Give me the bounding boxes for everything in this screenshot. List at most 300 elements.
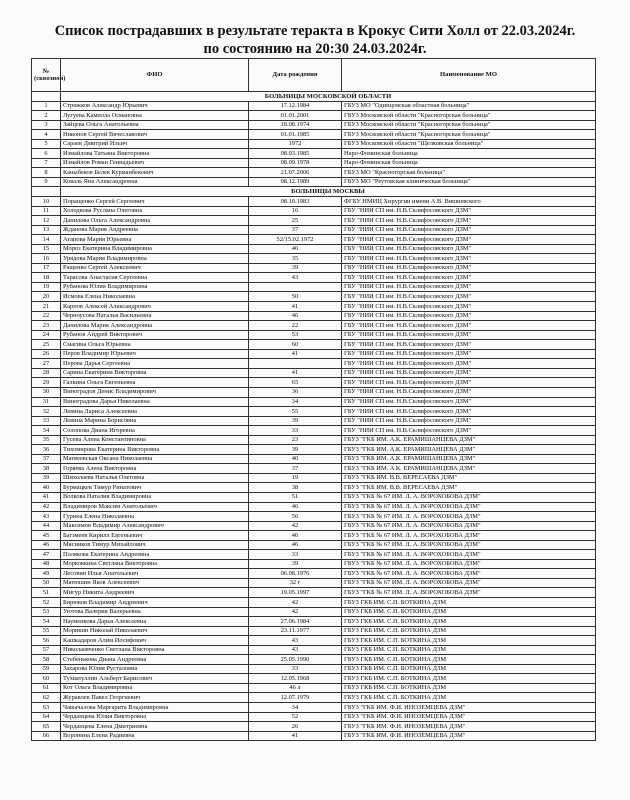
section-header-row	[32, 92, 596, 102]
row-dob: 37	[249, 464, 342, 474]
row-dob: 35	[249, 254, 342, 264]
row-name: Ращенко Сергей Алексеевич	[61, 263, 249, 273]
row-name: Морикин Николай Николаевич	[61, 626, 249, 636]
row-name: Багзмеев Кирилл Евгеньевич	[61, 531, 249, 541]
row-number: 22	[32, 311, 61, 321]
table-row	[32, 340, 596, 350]
row-name: Шихолаева Наталья Олеговна	[61, 473, 249, 483]
row-mo: ГБУЗ "ГКБ ИМ. А.К. ЕРАМИШАНЦЕВА ДЗМ"	[342, 435, 596, 445]
row-mo: ГБУЗ "ГКБ № 67 ИМ. Л. А. ВОРОХОБОВА ДЗМ"	[342, 569, 596, 579]
row-dob: 39	[249, 559, 342, 569]
table-header-row	[32, 59, 596, 92]
row-name: Холодкова Руслана Олеговна	[61, 206, 249, 216]
row-mo: ГБУ "НИИ СП им. Н.В.Склифосовского ДЗМ"	[342, 235, 596, 245]
row-name: Мороз Екатерина Владимировна	[61, 244, 249, 254]
row-mo: ГБУЗ ГКБ ИМ. С.П. БОТКИНА ДЗМ	[342, 597, 596, 607]
table-row	[32, 578, 596, 588]
row-mo: ГБУ "НИИ СП им. Н.В.Склифосовского ДЗМ"	[342, 292, 596, 302]
row-dob: 39	[249, 445, 342, 455]
row-mo: ГБУЗ ГКБ ИМ. С.П. БОТКИНА ДЗМ	[342, 607, 596, 617]
row-dob: 42	[249, 597, 342, 607]
section-title: БОЛЬНИЦЫ МОСКОВСКОЙ ОБЛАСТИ	[61, 92, 596, 102]
section-header-row	[32, 187, 596, 197]
row-mo: ГБУЗ "ГКБ ИМ. Ф.И. ИНОЗЕМЦЕВА ДЗМ"	[342, 712, 596, 722]
row-number: 15	[32, 244, 61, 254]
row-name: Солопова Диана Игоревна	[61, 426, 249, 436]
table-row	[32, 101, 596, 111]
row-name: Кашкадаров Алим Иосифович	[61, 636, 249, 646]
row-name: Коваль Яна Александровна	[61, 177, 249, 187]
row-dob: 25.05.1990	[249, 655, 342, 665]
row-name: Черноусова Наталья Васильевна	[61, 311, 249, 321]
row-dob: 19	[249, 473, 342, 483]
row-mo: ГБУ "НИИ СП им. Н.В.Склифосовского ДЗМ"	[342, 368, 596, 378]
row-mo: ГБУ "НИИ СП им. Н.В.Склифосовского ДЗМ"	[342, 407, 596, 417]
table-row	[32, 254, 596, 264]
table-row	[32, 158, 596, 168]
row-dob: 50	[249, 292, 342, 302]
row-dob: 23.11.1977	[249, 626, 342, 636]
row-dob: 32 г	[249, 578, 342, 588]
row-mo: ГБУЗ ГКБ ИМ. С.П. БОТКИНА ДЗМ	[342, 693, 596, 703]
table-row	[32, 349, 596, 359]
row-name: Данилова Мария Александровна	[61, 321, 249, 331]
row-name: Чавычалова Маргарита Владимировна	[61, 703, 249, 713]
table-row	[32, 492, 596, 502]
row-name: Бирюков Владимир Андреевич	[61, 597, 249, 607]
row-name: Виноградов Денис Владимирович	[61, 387, 249, 397]
row-mo: ГБУ "НИИ СП им. Н.В.Склифосовского ДЗМ"	[342, 349, 596, 359]
table-row	[32, 416, 596, 426]
row-name: Владимиров Максим Анатольевич	[61, 502, 249, 512]
row-name: Полякова Екатерина Андреевна	[61, 550, 249, 560]
row-mo: ГБУ "НИИ СП им. Н.В.Склифосовского ДЗМ"	[342, 378, 596, 388]
row-number: 8	[32, 168, 61, 178]
row-dob: 18.08.1974	[249, 120, 342, 130]
row-number: 33	[32, 416, 61, 426]
table-row	[32, 607, 596, 617]
section-title: БОЛЬНИЦЫ МОСКВЫ	[61, 187, 596, 197]
row-mo: ГБУЗ "ГКБ ИМ. А.К. ЕРАМИШАНЦЕВА ДЗМ"	[342, 464, 596, 474]
row-name: Рубанова Юлия Владимировна	[61, 282, 249, 292]
row-name: Морковкина Светлана Викторовна	[61, 559, 249, 569]
row-dob: 33	[249, 664, 342, 674]
row-number: 63	[32, 703, 61, 713]
table-row	[32, 359, 596, 369]
row-name: Рубанов Андрей Викторович	[61, 330, 249, 340]
row-dob: 21.07.2006	[249, 168, 342, 178]
row-mo: ГБУ "НИИ СП им. Н.В.Склифосовского ДЗМ"	[342, 330, 596, 340]
row-number: 13	[32, 225, 61, 235]
row-number: 1	[32, 101, 61, 111]
row-number: 50	[32, 578, 61, 588]
row-name: Волкова Наталия Владимировна	[61, 492, 249, 502]
table-row	[32, 206, 596, 216]
row-dob: 42	[249, 607, 342, 617]
row-dob: 34	[249, 703, 342, 713]
row-name: Черданцева Елена Дмитриевна	[61, 722, 249, 732]
row-mo: ГБУ "НИИ СП им. Н.В.Склифосовского ДЗМ"	[342, 225, 596, 235]
header-num: № (сквозной)	[32, 59, 61, 92]
row-dob: 41	[249, 731, 342, 741]
table-row	[32, 168, 596, 178]
row-number: 31	[32, 397, 61, 407]
row-mo: ГБУЗ ГКБ ИМ. С.П. БОТКИНА ДЗМ	[342, 617, 596, 627]
row-dob: 16	[249, 206, 342, 216]
table-row	[32, 197, 596, 207]
row-mo: ГБУЗ "ГКБ № 67 ИМ. Л. А. ВОРОХОБОВА ДЗМ"	[342, 540, 596, 550]
row-mo: ГБУЗ "ГКБ ИМ. А.К. ЕРАМИШАНЦЕВА ДЗМ"	[342, 454, 596, 464]
row-dob: 19.05.1997	[249, 588, 342, 598]
table-row	[32, 674, 596, 684]
table-row	[32, 645, 596, 655]
row-dob: 53	[249, 330, 342, 340]
row-number: 51	[32, 588, 61, 598]
row-name: Гусева Алена Константиновна	[61, 435, 249, 445]
row-mo: ГБУ "НИИ СП им. Н.В.Склифосовского ДЗМ"	[342, 311, 596, 321]
row-name: Лесовин Илья Анатольевич	[61, 569, 249, 579]
row-dob: 17.12.1984	[249, 101, 342, 111]
row-mo: ГБУЗ ГКБ ИМ. С.П. БОТКИНА ДЗМ	[342, 664, 596, 674]
row-name: Стрижков Александр Юрьевич	[61, 101, 249, 111]
row-dob: 43	[249, 645, 342, 655]
table-row	[32, 521, 596, 531]
row-number: 48	[32, 559, 61, 569]
row-mo: ФГБУ НМИЦ Хирургии имени А.В. Вишневского	[342, 197, 596, 207]
row-name: Никонов Сергей Вячеславович	[61, 130, 249, 140]
row-dob: 12.07.1979	[249, 693, 342, 703]
row-dob: 46	[249, 311, 342, 321]
table-row	[32, 588, 596, 598]
row-name: Левина Лариса Алексеевна	[61, 407, 249, 417]
row-mo: ГБУЗ ГКБ ИМ. С.П. БОТКИНА ДЗМ	[342, 683, 596, 693]
row-name: Сараев Дмитрий Ильич	[61, 139, 249, 149]
row-name: Журавлев Павел Георгиевич	[61, 693, 249, 703]
row-mo: ГБУЗ "ГКБ № 67 ИМ. Л. А. ВОРОХОБОВА ДЗМ"	[342, 502, 596, 512]
row-name: Каныбеков Белек Курманбекович	[61, 168, 249, 178]
row-number: 39	[32, 473, 61, 483]
row-dob: 22	[249, 321, 342, 331]
row-dob: 55	[249, 407, 342, 417]
row-name: Матюшин Яков Алексеевич	[61, 578, 249, 588]
row-mo: ГБУЗ МО "Одинцовская областная больница"	[342, 101, 596, 111]
row-mo: ГБУЗ ГКБ ИМ. С.П. БОТКИНА ДЗМ	[342, 655, 596, 665]
row-mo: ГБУ "НИИ СП им. Н.В.Склифосовского ДЗМ"	[342, 416, 596, 426]
row-dob: 42	[249, 521, 342, 531]
document-title	[0, 22, 630, 58]
row-mo: ГБУЗ Московской области "Щелковская больница"	[342, 139, 596, 149]
row-dob	[249, 359, 342, 369]
row-number: 26	[32, 349, 61, 359]
row-dob: 33	[249, 550, 342, 560]
row-dob: 46	[249, 540, 342, 550]
row-number: 37	[32, 454, 61, 464]
row-name: Сарина Екатерина Викторовна	[61, 368, 249, 378]
title-line-2: по состоянию на 20:30 24.03.2024г.	[203, 41, 427, 57]
row-name: Николаевченко Светлана Викторовна	[61, 645, 249, 655]
row-dob: 06.08.1976	[249, 569, 342, 579]
table-row	[32, 731, 596, 741]
row-mo: Наро-Фоминская больница	[342, 158, 596, 168]
row-name: Науменкова Дарья Алексеевна	[61, 617, 249, 627]
table-row	[32, 464, 596, 474]
table-row	[32, 282, 596, 292]
row-number: 49	[32, 569, 61, 579]
table-row	[32, 225, 596, 235]
row-dob: 43	[249, 273, 342, 283]
row-mo: ГБУ "НИИ СП им. Н.В.Склифосовского ДЗМ"	[342, 359, 596, 369]
row-number: 2	[32, 111, 61, 121]
row-number: 43	[32, 512, 61, 522]
row-mo: ГБУЗ "ГКБ ИМ. В.В. ВЕРЕСАЕВА ДЗМ"	[342, 483, 596, 493]
row-name: Черданцева Юлия Викторовна	[61, 712, 249, 722]
table-row	[32, 502, 596, 512]
table-row	[32, 569, 596, 579]
row-number: 38	[32, 464, 61, 474]
table-row	[32, 531, 596, 541]
row-mo: ГБУЗ "ГКБ № 67 ИМ. Л. А. ВОРОХОБОВА ДЗМ"	[342, 550, 596, 560]
row-dob: 12.05.1968	[249, 674, 342, 684]
row-number: 21	[32, 302, 61, 312]
table-row	[32, 149, 596, 159]
row-name: Поращенко Сергей Сергеевич	[61, 197, 249, 207]
row-mo: ГБУ "НИИ СП им. Н.В.Склифосовского ДЗМ"	[342, 302, 596, 312]
title-line-1: Список пострадавших в результате теракта в Крокус Сити Холл от 22.03.2024г.	[54, 23, 576, 39]
table-row	[32, 302, 596, 312]
row-name: Захарова Юлия Русталовна	[61, 664, 249, 674]
table-row	[32, 597, 596, 607]
row-number: 60	[32, 674, 61, 684]
row-mo: ГБУ "НИИ СП им. Н.В.Склифосовского ДЗМ"	[342, 282, 596, 292]
row-dob: 52	[249, 712, 342, 722]
table-row	[32, 263, 596, 273]
row-number: 42	[32, 502, 61, 512]
row-dob: 08.12.1989	[249, 177, 342, 187]
row-number: 3	[32, 120, 61, 130]
row-mo: ГБУЗ "ГКБ № 67 ИМ. Л. А. ВОРОХОБОВА ДЗМ"	[342, 559, 596, 569]
row-number: 64	[32, 712, 61, 722]
row-dob: 41	[249, 349, 342, 359]
row-number: 11	[32, 206, 61, 216]
table-row	[32, 177, 596, 187]
row-dob: 25	[249, 216, 342, 226]
row-number: 41	[32, 492, 61, 502]
row-mo: ГБУ "НИИ СП им. Н.В.Склифосовского ДЗМ"	[342, 340, 596, 350]
row-name: Гурина Елена Николаевна	[61, 512, 249, 522]
row-dob: 46	[249, 502, 342, 512]
row-number: 30	[32, 387, 61, 397]
row-number: 34	[32, 426, 61, 436]
row-number: 17	[32, 263, 61, 273]
row-name: Измайлова Татьяна Викторовна	[61, 149, 249, 159]
row-number: 46	[32, 540, 61, 550]
table-row	[32, 550, 596, 560]
table-row	[32, 311, 596, 321]
row-mo: ГБУЗ "ГКБ ИМ. В.В. ВЕРЕСАЕВА ДЗМ"	[342, 473, 596, 483]
row-number: 59	[32, 664, 61, 674]
row-name: Данилова Ольга Александровна	[61, 216, 249, 226]
row-mo: ГБУЗ "ГКБ № 67 ИМ. Л. А. ВОРОХОБОВА ДЗМ"	[342, 531, 596, 541]
header-name: ФИО	[61, 59, 249, 92]
row-dob: 65	[249, 378, 342, 388]
row-mo: ГБУ "НИИ СП им. Н.В.Склифосовского ДЗМ"	[342, 273, 596, 283]
row-number: 40	[32, 483, 61, 493]
row-dob: 37	[249, 225, 342, 235]
table-row	[32, 693, 596, 703]
section-spacer	[32, 187, 61, 197]
row-name: Тухватуллин Альберт Барисович	[61, 674, 249, 684]
row-mo: ГБУ "НИИ СП им. Н.В.Склифосовского ДЗМ"	[342, 397, 596, 407]
row-mo: ГБУ "НИИ СП им. Н.В.Склифосовского ДЗМ"	[342, 263, 596, 273]
row-number: 47	[32, 550, 61, 560]
row-dob: 27.06.1984	[249, 617, 342, 627]
row-number: 19	[32, 282, 61, 292]
table-row	[32, 130, 596, 140]
table-row	[32, 368, 596, 378]
row-number: 27	[32, 359, 61, 369]
victims-table	[31, 58, 596, 741]
row-number: 28	[32, 368, 61, 378]
row-name: Виноградова Дарья Николаевна	[61, 397, 249, 407]
row-name: Агапова Мария Юрьевна	[61, 235, 249, 245]
row-mo: ГБУЗ "ГКБ ИМ. Ф.И. ИНОЗЕМЦЕВА ДЗМ"	[342, 731, 596, 741]
row-name: Кот Ольга Владимировна	[61, 683, 249, 693]
row-number: 53	[32, 607, 61, 617]
table-row	[32, 683, 596, 693]
row-mo: ГБУЗ МО "Красногорская больница"	[342, 168, 596, 178]
row-name: Галкина Ольга Евгеньевна	[61, 378, 249, 388]
row-dob: 33	[249, 426, 342, 436]
row-number: 24	[32, 330, 61, 340]
table-row	[32, 636, 596, 646]
row-mo: ГБУЗ "ГКБ № 67 ИМ. Л. А. ВОРОХОБОВА ДЗМ"	[342, 588, 596, 598]
table-row	[32, 445, 596, 455]
row-mo: ГБУЗ Московской области "Красногорская больница"	[342, 130, 596, 140]
row-dob: 41	[249, 368, 342, 378]
table-row	[32, 378, 596, 388]
table-row	[32, 473, 596, 483]
row-dob: 46 л	[249, 683, 342, 693]
row-number: 23	[32, 321, 61, 331]
row-number: 56	[32, 636, 61, 646]
header-mo: Наименование МО	[342, 59, 596, 92]
table-row	[32, 244, 596, 254]
row-dob: 23	[249, 435, 342, 445]
row-dob: 56	[249, 512, 342, 522]
row-name: Мясников Тимур Михайлович	[61, 540, 249, 550]
row-name: Смагина Ольга Юрьевна	[61, 340, 249, 350]
row-name: Перов Владимир Юрьевич	[61, 349, 249, 359]
table-row	[32, 120, 596, 130]
row-dob: 41	[249, 302, 342, 312]
row-mo: ГБУ "НИИ СП им. Н.В.Склифосовского ДЗМ"	[342, 426, 596, 436]
row-mo: ГБУЗ ГКБ ИМ. С.П. БОТКИНА ДЗМ	[342, 674, 596, 684]
row-number: 58	[32, 655, 61, 665]
row-number: 20	[32, 292, 61, 302]
table-row	[32, 426, 596, 436]
row-name: Перова Дарья Сергеевна	[61, 359, 249, 369]
row-name: Лугуева Камилла Османовна	[61, 111, 249, 121]
table-row	[32, 139, 596, 149]
row-name: Тихомирова Екатерина Викторовна	[61, 445, 249, 455]
row-number: 65	[32, 722, 61, 732]
row-mo: ГБУ "НИИ СП им. Н.В.Склифосовского ДЗМ"	[342, 216, 596, 226]
row-mo: ГБУЗ "ГКБ № 67 ИМ. Л. А. ВОРОХОБОВА ДЗМ"	[342, 512, 596, 522]
row-dob: 08.10.1983	[249, 197, 342, 207]
row-dob: 60	[249, 340, 342, 350]
row-dob: 01.01.1985	[249, 130, 342, 140]
row-mo: ГБУЗ ГКБ ИМ. С.П. БОТКИНА ДЗМ	[342, 636, 596, 646]
row-mo: ГБУ "НИИ СП им. Н.В.Склифосовского ДЗМ"	[342, 321, 596, 331]
row-number: 57	[32, 645, 61, 655]
row-number: 6	[32, 149, 61, 159]
row-number: 61	[32, 683, 61, 693]
row-number: 25	[32, 340, 61, 350]
row-name: Урядова Мария Владимировна	[61, 254, 249, 264]
row-dob: 40	[249, 454, 342, 464]
row-name: Горяева Алена Викторовна	[61, 464, 249, 474]
row-name: Уютова Валерия Валерьевна	[61, 607, 249, 617]
row-mo: ГБУЗ МО "Реутовская клиническая больница"	[342, 177, 596, 187]
table-row	[32, 435, 596, 445]
row-name: Воронина Елена Радиевна	[61, 731, 249, 741]
row-number: 18	[32, 273, 61, 283]
row-dob: 08.09.1978	[249, 158, 342, 168]
row-number: 10	[32, 197, 61, 207]
row-number: 36	[32, 445, 61, 455]
row-mo: ГБУЗ Московской области "Красногорская больница"	[342, 120, 596, 130]
row-dob: 26	[249, 722, 342, 732]
table-row	[32, 387, 596, 397]
row-mo: ГБУЗ "ГКБ ИМ. Ф.И. ИНОЗЕМЦЕВА ДЗМ"	[342, 703, 596, 713]
header-dob: Дата рождения	[249, 59, 342, 92]
row-name: Зайцева Ольга Анатольевна	[61, 120, 249, 130]
table-row	[32, 330, 596, 340]
row-mo: ГБУЗ ГКБ ИМ. С.П. БОТКИНА ДЗМ	[342, 626, 596, 636]
row-dob: 39	[249, 263, 342, 273]
row-number: 62	[32, 693, 61, 703]
row-name: Стебенькова Диана Андреевна	[61, 655, 249, 665]
table-body	[32, 92, 596, 741]
row-dob: 46	[249, 531, 342, 541]
row-name: Мигур Никита Андреевич	[61, 588, 249, 598]
row-number: 12	[32, 216, 61, 226]
row-name: Исмова Елена Николаевна	[61, 292, 249, 302]
row-mo: ГБУ "НИИ СП им. Н.В.Склифосовского ДЗМ"	[342, 206, 596, 216]
row-mo: ГБУЗ "ГКБ № 67 ИМ. Л. А. ВОРОХОБОВА ДЗМ"	[342, 521, 596, 531]
row-name: Измайлов Роман Геннадьевич	[61, 158, 249, 168]
row-name: Левина Марина Борисовна	[61, 416, 249, 426]
row-name: Бурмацкев Тимур Ринатович	[61, 483, 249, 493]
row-number: 52	[32, 597, 61, 607]
row-number: 66	[32, 731, 61, 741]
row-dob: 51	[249, 492, 342, 502]
row-dob: 38	[249, 483, 342, 493]
row-number: 44	[32, 521, 61, 531]
row-name: Матвеевская Оксана Николаевна	[61, 454, 249, 464]
row-name: Максимов Владимир Александрович	[61, 521, 249, 531]
row-dob: 1972	[249, 139, 342, 149]
row-name: Карпов Алексей Александрович	[61, 302, 249, 312]
table-row	[32, 712, 596, 722]
row-number: 7	[32, 158, 61, 168]
row-number: 9	[32, 177, 61, 187]
row-mo: ГБУЗ "ГКБ ИМ. Ф.И. ИНОЗЕМЦЕВА ДЗМ"	[342, 722, 596, 732]
row-dob: 46	[249, 244, 342, 254]
row-number: 45	[32, 531, 61, 541]
row-number: 5	[32, 139, 61, 149]
table-row	[32, 655, 596, 665]
